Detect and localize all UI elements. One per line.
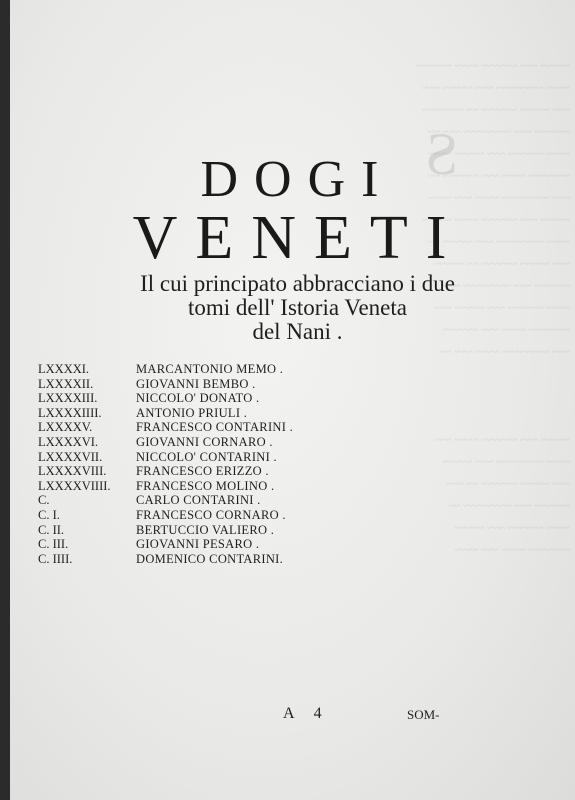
list-item (38, 377, 368, 392)
doge-number: LXXXXIII. (38, 391, 98, 406)
doge-name: BERTUCCIO VALIERO . (136, 522, 275, 537)
list-item (38, 464, 368, 479)
doge-number: LXXXXVIIII. (38, 478, 111, 493)
subtitle-line: Il cui principato abbracciano i due (140, 271, 455, 296)
list-item (38, 391, 368, 406)
doge-name: GIOVANNI PESARO . (136, 537, 260, 552)
doge-number: LXXXXIIII. (38, 405, 102, 420)
list-item (38, 406, 368, 421)
list-item (38, 362, 368, 377)
subtitle-line: tomi dell' Istoria Veneta (188, 295, 407, 320)
subtitle-line: del Nani . (252, 319, 343, 344)
list-item (38, 537, 368, 552)
doge-name: GIOVANNI CORNARO . (136, 434, 273, 449)
list-item (38, 435, 368, 450)
list-item (38, 508, 368, 523)
doge-number: LXXXXVI. (38, 434, 99, 449)
doge-name: CARLO CONTARINI . (136, 493, 261, 508)
title-line-dogi: DOGI (200, 151, 395, 208)
catchword: SOM- (407, 707, 440, 722)
doge-name: NICCOLO' DONATO . (136, 391, 260, 406)
doge-number: LXXXXI. (38, 362, 90, 376)
doge-number: C. (38, 493, 50, 508)
title-line-veneti: VENETI (132, 204, 465, 272)
doge-number: C. IIII. (38, 551, 73, 566)
doge-number: LXXXXV. (38, 420, 93, 435)
doge-name: FRANCESCO MOLINO . (136, 478, 275, 493)
doge-name: FRANCESCO CONTARINI . (136, 420, 294, 435)
signature-mark: A 4 (283, 705, 330, 722)
doge-name: FRANCESCO ERIZZO . (136, 464, 269, 479)
show-through-text: ~~~~~ ~~~ ~~~~~~ ~~~~ ~~~~~~ ~~~~ ~~~~~~~~ ~~~ ~~~~~ ~~~ ~~~ ~~~~~ ~~~~~~ ~~ ~~~~~~~ ~~~~~~ ~~~ ~~~~~~~~ ~~~ ~~ ~~~~ ~~~~~~ ~~~ ~~~~~ ~~~~ ~~~~~~~ ~~~~ ~~~ ~~~~~~ ~~ ~~~ ~~~~~~~~ ~~~~ ~~~ ~~~~ ~~~~~ ~~~ ~~~~~~ ~~~~ ~~~~~ ~~~~ ~~~~~~~~ ~~~ ~~~~~ ~~ ~~~ ~~~~~ ~~~~~~ ~~ ~~~~~ ~~~~~~ ~~~ ~~~~~~~~ ~~~ ~~~~ ~~~~~~ ~~~ ~~~~~ ~~~ ~~~~~~~ ~~~~ ~~~ ~~~~~~ ~~~ ~~~~~~~~ ~~~~ ~~~ ~~ ~~~~~ ~~~ ~~~~~~ ~~~~ ~~~ ~~~~ ~~~~~~~~ ~~~ ~~~~~ ~~~ ~~~~~ ~~~~~~ ~~ ~~~ ~~~~~~ ~~~ ~~~~~~~~ ~~ ~~~~ ~~~~~~ ~~~ ~~~~~ ~~~~~~~ ~~~~ ~~~ ~~~~ (416, 60, 570, 556)
list-item (38, 450, 368, 465)
list-item (38, 523, 368, 538)
doge-name: DOMENICO CONTARINI. (136, 551, 284, 566)
doge-number: LXXXXII. (38, 376, 94, 391)
list-item (38, 479, 368, 494)
doge-number: LXXXXVII. (38, 449, 103, 464)
doge-number: C. II. (38, 522, 65, 537)
doge-number: C. I. (38, 507, 60, 522)
list-item (38, 552, 368, 567)
doge-name: NICCOLO' CONTARINI . (136, 449, 277, 464)
doge-number: C. III. (38, 537, 69, 552)
doge-name: MARCANTONIO MEMO . (136, 362, 284, 376)
doge-name: ANTONIO PRIULI . (136, 405, 248, 420)
subtitle (0, 272, 575, 344)
doge-name: GIOVANNI BEMBO . (136, 376, 256, 391)
show-through-initial: S (425, 121, 459, 187)
doge-list (38, 362, 368, 566)
list-item (38, 493, 368, 508)
doge-number: LXXXXVIII. (38, 464, 107, 479)
doge-name: FRANCESCO CORNARO . (136, 507, 286, 522)
list-item (38, 420, 368, 435)
